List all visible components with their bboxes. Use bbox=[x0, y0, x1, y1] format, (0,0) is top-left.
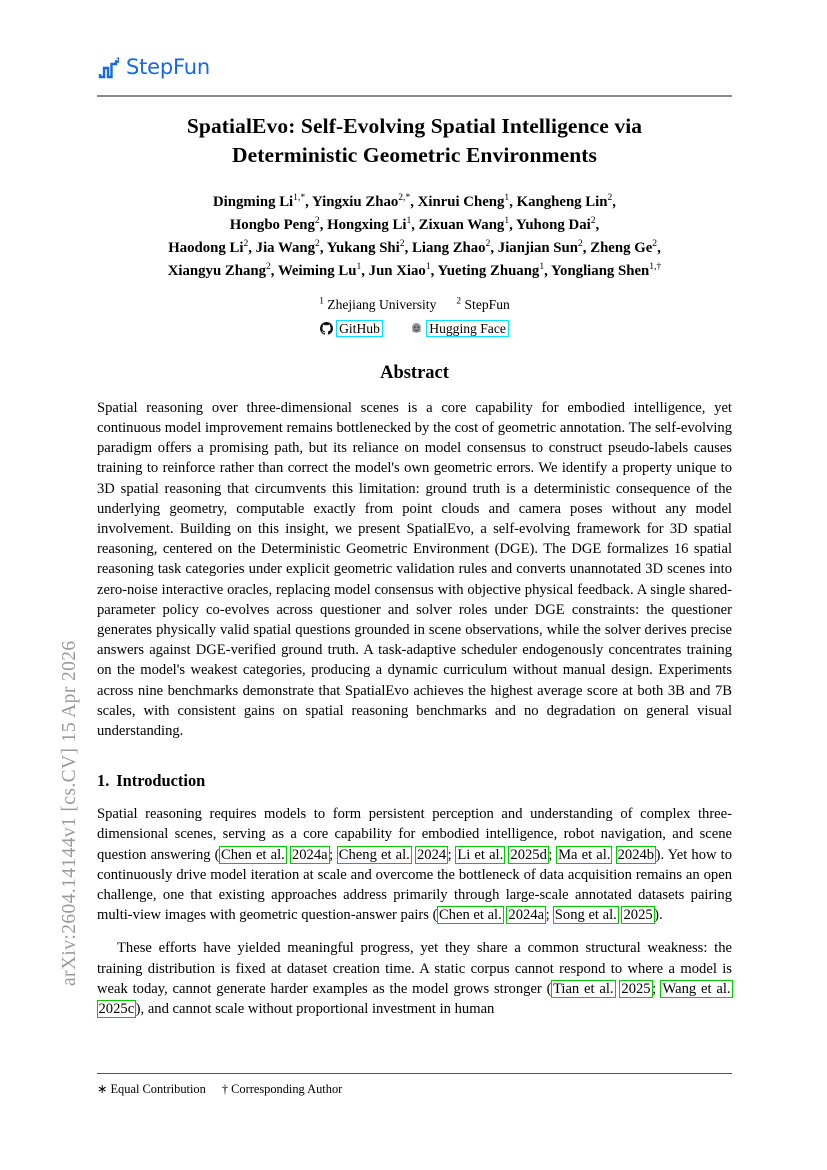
intro-paragraph-2: These efforts have yielded meaningful progress, yet they share a common structural weakness: the training distribution is fixed at dataset creation time. A static corpus cannot respond to where a model is weak today, cannot generate harder examples as the model grows stronger ( Tian et al. 2025 ; Wang et al. 2025c ), and cannot scale without proportional investment in human bbox=[97, 940, 732, 1018]
author-affiliation-marker: 2 bbox=[607, 192, 613, 204]
citation-link[interactable]: Wang et al. bbox=[662, 980, 731, 997]
author-affiliation-marker: 2 bbox=[266, 261, 271, 273]
author-affiliation-marker: 2 bbox=[399, 238, 405, 250]
author-name: Jia Wang bbox=[255, 240, 316, 257]
author-affiliation-marker: 1 bbox=[504, 192, 510, 204]
step-stairs-icon bbox=[97, 56, 121, 79]
author-name: Zheng Ge bbox=[590, 240, 653, 257]
author-affiliation-marker: 2,* bbox=[398, 192, 411, 204]
author-affiliation-marker: 2 bbox=[578, 238, 583, 250]
author-name: Yongliang Shen bbox=[551, 262, 650, 279]
author-line: Dingming $Li^{1,*}$, Yingxiu Zhao$^{2,*}$, Xinrui Cheng$^1$, Kangheng Lin$^2$, bbox=[213, 192, 616, 211]
affiliation-name: Zhejiang University bbox=[323, 296, 437, 312]
author-affiliation-marker: 1 bbox=[539, 261, 545, 273]
author-affiliation-marker: 1 bbox=[504, 215, 510, 227]
publisher-logo-row bbox=[97, 0, 732, 86]
citation-link[interactable]: 2024 bbox=[416, 846, 447, 863]
citation-link[interactable]: Song et al. bbox=[554, 907, 617, 924]
citation-link[interactable]: Ma et al. bbox=[558, 846, 611, 863]
author-name: Xiangyu Zhang bbox=[167, 262, 266, 279]
github-link[interactable] bbox=[320, 320, 383, 337]
author-name: Xinrui Cheng bbox=[417, 194, 505, 211]
section-number: 1. bbox=[97, 771, 110, 791]
stepfun-logo-text: StepFun bbox=[126, 55, 210, 79]
citation-link[interactable]: 2025c bbox=[98, 1001, 135, 1018]
abstract-heading: Abstract bbox=[380, 362, 449, 383]
author-name: Zixuan Wang bbox=[418, 217, 505, 234]
author-affiliation-marker: 1,* bbox=[293, 192, 306, 204]
author-affiliation-marker: 1,† bbox=[649, 261, 662, 273]
author-affiliation-marker: 2 bbox=[243, 238, 249, 250]
github-icon bbox=[320, 322, 333, 335]
section-title: Introduction bbox=[116, 771, 206, 791]
author-affiliation-marker: 2 bbox=[485, 238, 491, 250]
author-name: Jun Xiao bbox=[368, 262, 426, 279]
author-name: Yueting Zhuang bbox=[437, 262, 540, 279]
footnote-zone bbox=[97, 1073, 732, 1098]
footnote-text bbox=[97, 1074, 732, 1098]
stepfun-logo bbox=[97, 56, 210, 79]
hugging-face-link-label[interactable]: Hugging Face bbox=[426, 320, 509, 337]
author-affiliation-marker: 1 bbox=[425, 261, 431, 273]
author-affiliation-marker: 1 bbox=[356, 261, 362, 273]
affiliation-marker: 2 bbox=[456, 296, 462, 307]
citation-link[interactable]: 2025 bbox=[623, 907, 653, 924]
resource-links bbox=[97, 315, 732, 336]
author-name: Hongbo Peng bbox=[229, 217, 315, 234]
title-line-1: SpatialEvo: Self-Evolving Spatial Intelligence via bbox=[186, 114, 643, 138]
author-list bbox=[97, 169, 732, 283]
intro-paragraph-1: Spatial reasoning requires models to form persistent perception and understanding of complex three-dimensional scenes, serving as a core capability for embodied intelligence, robot navigation, and scene question answering ( Chen et al. 2024a ; Cheng et al. 2024 ; Li et al. 2025d ; Ma et al. 2024b ). Yet how to continuously drive model iteration at scale and overcome the bottleneck of data acquisition remains an open challenge, one that existing approaches address primarily through large-scale annotated datasets pairing multi-view images with geometric question-answer pairs ( Chen et al. 2024a ; Song et al. 2025 ). bbox=[97, 806, 732, 924]
author-name: Liang Zhao bbox=[411, 240, 486, 257]
author-line: Hongbo Peng$^2$, Hongxing Li$^1$, Zixuan Wang$^1$, Yuhong Dai$^2$, bbox=[229, 215, 600, 234]
author-name: Jianjian Sun bbox=[497, 240, 578, 257]
citation-link[interactable]: Chen et al. bbox=[221, 846, 285, 863]
affiliation-name: StepFun bbox=[461, 296, 510, 312]
author-name: Yukang Shi bbox=[326, 240, 400, 257]
page-title bbox=[97, 86, 732, 169]
footnote-equal-contribution: ∗ Equal Contribution bbox=[97, 1082, 206, 1096]
hugging-face-icon bbox=[410, 322, 423, 335]
title-line-2: Deterministic Geometric Environments bbox=[231, 142, 598, 167]
abstract-body: Spatial reasoning over three-dimensional scenes is a core capability for embodied intelligence, yet continuous model improvement remains bottlenecked by the cost of geometric annotation. The self-evolving paradigm offers a promising path, but its reliance on model consensus to construct pseudo-labels causes training to reinforce rather than correct the model's own geometric errors. We identify a property unique to 3D spatial reasoning that circumvents this limitation: ground truth is a deterministic consequence of the underlying geometry, computable exactly from point clouds and camera poses without any model involvement. Building on this insight, we present SpatialEvo, a self-evolving framework for 3D spatial reasoning, centered on the Deterministic Geometric Environment (DGE). The DGE formalizes 16 spatial reasoning task categories under explicit geometric validation rules and converts unannotated 3D scenes into zero-noise interactive oracles, replacing model consensus with objective physical feedback. A single shared-parameter policy co-evolves across questioner and solver roles under DGE constraints: the questioner generates physically valid spatial questions grounded in scene observations, while the solver derives precise answers against DGE-verified ground truth. A task-adaptive scheduler endogenously concentrates training on the model's weakest categories, producing a dynamic curriculum without manual design. Experiments across nine benchmarks demonstrate that SpatialEvo achieves the highest average score at both 3B and 7B scales, with consistent gains on spatial reasoning benchmarks and no degradation on general visual understanding. bbox=[97, 399, 732, 739]
paper-content-column bbox=[97, 0, 732, 1019]
author-name: Haodong Li bbox=[168, 240, 244, 257]
citation-link[interactable]: 2025d bbox=[510, 846, 547, 863]
citation-link[interactable]: Tian et al. bbox=[552, 980, 614, 997]
author-affiliation-marker: 2 bbox=[590, 215, 596, 227]
hugging-face-link[interactable] bbox=[410, 320, 509, 337]
author-name: Hongxing Li bbox=[327, 217, 407, 234]
github-link-label[interactable]: GitHub bbox=[336, 320, 383, 337]
citation-link[interactable]: 2024b bbox=[617, 846, 655, 863]
section-heading-introduction bbox=[97, 741, 732, 791]
author-affiliation-marker: 1 bbox=[406, 215, 412, 227]
author-affiliation-marker: 2 bbox=[652, 238, 658, 250]
author-name: Weiming Lu bbox=[277, 262, 357, 279]
arxiv-stamp: arXiv:2604.14144v1 [cs.CV] 15 Apr 2026 bbox=[59, 640, 80, 986]
citation-link[interactable]: Li et al. bbox=[457, 846, 504, 863]
author-affiliation-marker: 2 bbox=[315, 238, 320, 250]
affiliation-marker: 1 bbox=[319, 296, 324, 307]
author-name: Dingming Li bbox=[213, 194, 294, 211]
citation-link[interactable]: 2025 bbox=[621, 980, 651, 997]
citation-link[interactable]: Cheng et al. bbox=[338, 846, 410, 863]
author-line: Haodong Li$^2$, Jia Wang$^2$, Yukang Shi$^2$, Liang Zhao$^2$, Jianjian Sun$^2$, Zheng Ge$^2$, bbox=[168, 238, 661, 257]
citation-link[interactable]: 2024a bbox=[291, 846, 328, 863]
citation-link[interactable]: 2024a bbox=[508, 907, 545, 924]
author-line: Xiangyu Zhang$^2$, Weiming Lu$^1$, Jun Xiao$^1$, Yueting Zhuang$^1$, Yongliang Shen$^{1,\dagger}$ bbox=[167, 261, 662, 279]
affiliation-list bbox=[97, 283, 732, 315]
author-name: Yingxiu Zhao bbox=[312, 194, 399, 211]
citation-link[interactable]: Chen et al. bbox=[438, 907, 502, 924]
author-affiliation-marker: 2 bbox=[314, 215, 320, 227]
author-name: Yuhong Dai bbox=[516, 217, 591, 234]
footnote-corresponding-author: † Corresponding Author bbox=[221, 1082, 343, 1096]
author-name: Kangheng Lin bbox=[516, 194, 608, 211]
